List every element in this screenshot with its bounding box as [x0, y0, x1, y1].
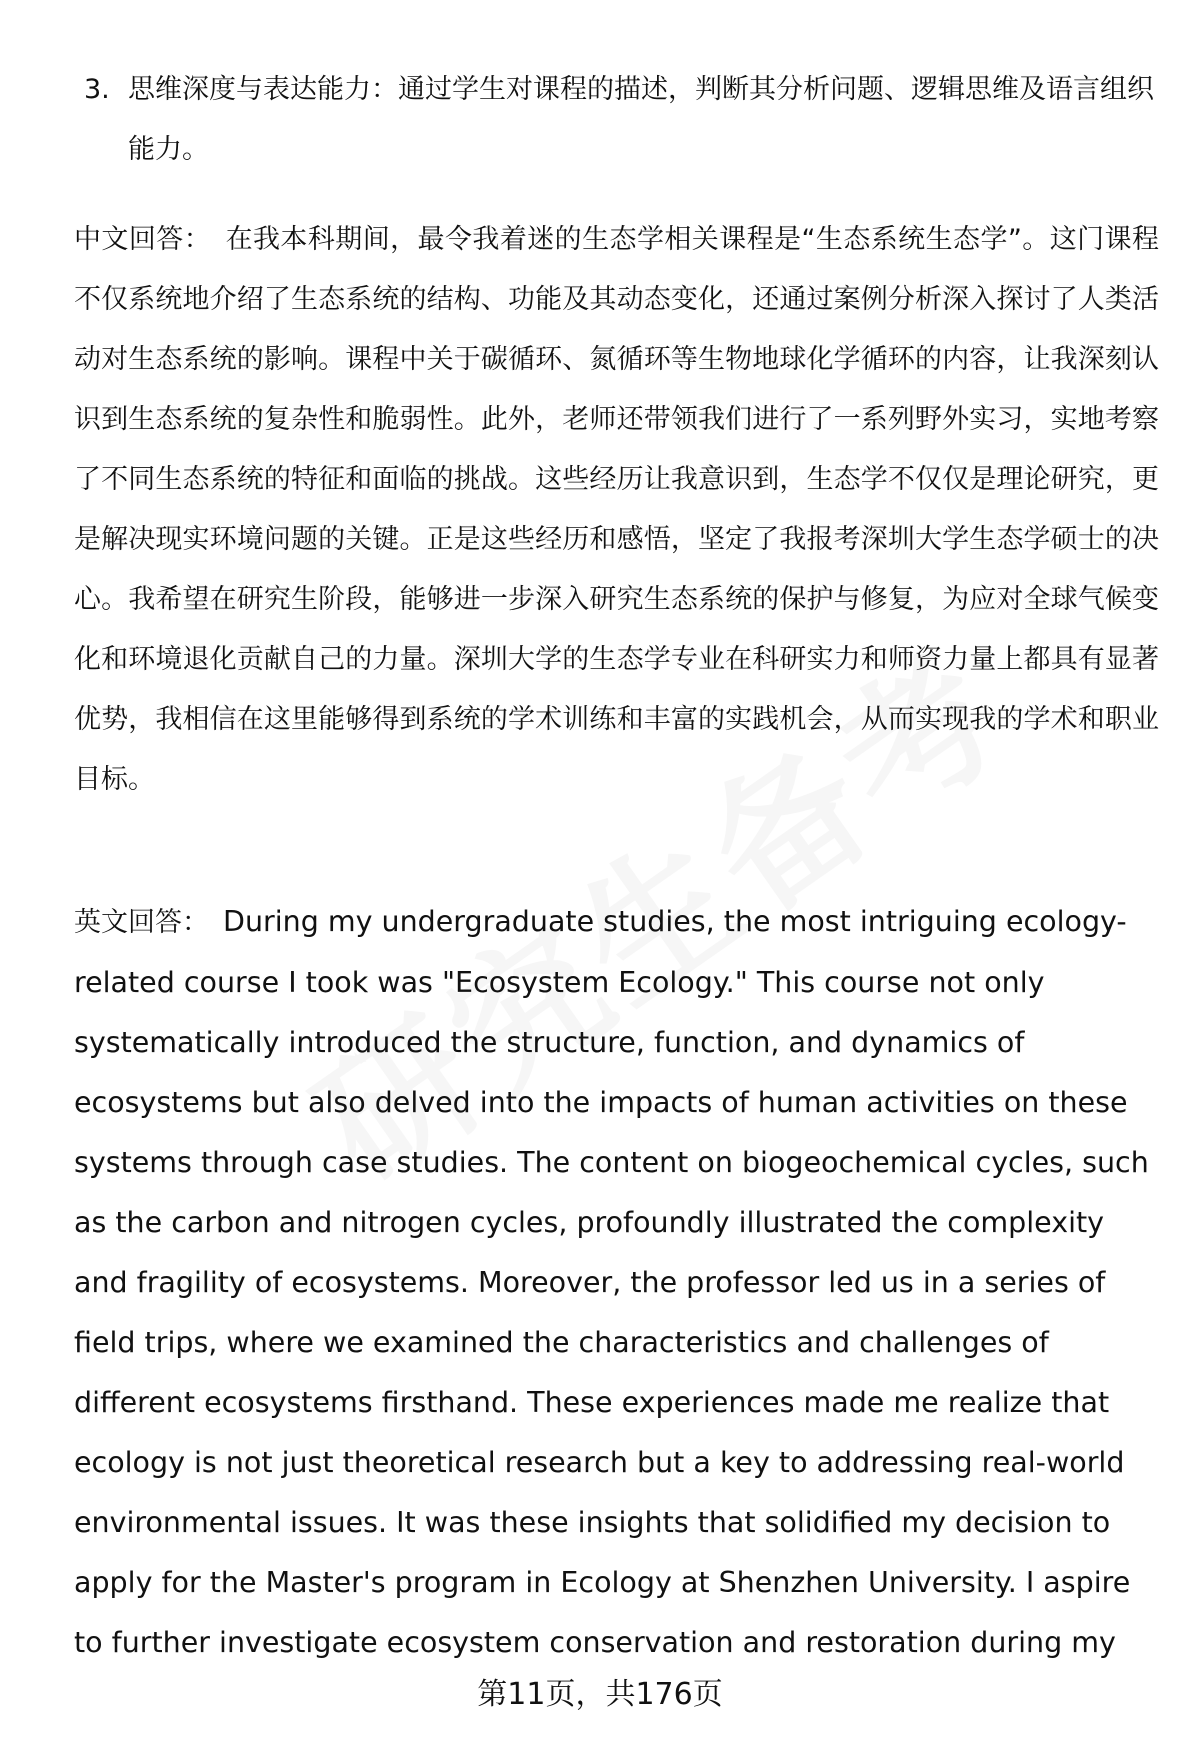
- chinese-answer-paragraph: [74, 210, 1159, 810]
- list-item-text: 思维深度与表达能力：通过学生对课程的描述，判断其分析问题、逻辑思维及语言组织能力。: [128, 74, 1154, 165]
- list-item-number: 3.: [84, 74, 110, 105]
- page-number-indicator: 第11页，共176页: [477, 1677, 723, 1712]
- english-answer-paragraph: [74, 892, 1159, 1673]
- english-answer-label: 英文回答：: [74, 907, 209, 938]
- chinese-answer-text: 在我本科期间，最令我着迷的生态学相关课程是“生态系统生态学”。这门课程不仅系统地介绍了生态系统的结构、功能及其动态变化，还通过案例分析深入探讨了人类活动对生态系统的影响。课程中关于碳循环、氮循环等生物地球化学循环的内容，让我深刻认识到生态系统的复杂性和脆弱性。此外，老师还带领我们进行了一系列野外实习，实地考察了不同生态系统的特征和面临的挑战。这些经历让我意识到，生态学不仅仅是理论研究，更是解决现实环境问题的关键。正是这些经历和感悟，坚定了我报考深圳大学生态学硕士的决心。我希望在研究生阶段，能够进一步深入研究生态系统的保护与修复，为应对全球气候变化和环境退化贡献自己的力量。深圳大学的生态学专业在科研实力和师资力量上都具有显著优势，我相信在这里能够得到系统的学术训练和丰富的实践机会，从而实现我的学术和职业目标。: [74, 224, 1160, 795]
- criteria-list-item: [84, 60, 1154, 180]
- page-footer: [0, 1675, 1200, 1715]
- chinese-answer-label: 中文回答：: [74, 224, 212, 255]
- english-answer-text: During my undergraduate studies, the most intriguing ecology-related course I took was "Ecosystem Ecology." This course not only systematically introduced the structure, function, and dynamics of ecosystems but also delved into the impacts of human activities on these systems through case studies. The content on biogeochemical cycles, such as the carbon and nitrogen cycles, profoundly illustrated the complexity and fragility of ecosystems. Moreover, the professor led us in a series of field trips, where we examined the characteristics and challenges of different ecosystems firsthand. These experiences made me realize that ecology is not just theoretical research but a key to addressing real-world environmental issues. It was these insights that solidified my decision to apply for the Master's program in Ecology at Shenzhen University. I aspire to further investigate ecosystem conservation and restoration during my: [74, 905, 1149, 1659]
